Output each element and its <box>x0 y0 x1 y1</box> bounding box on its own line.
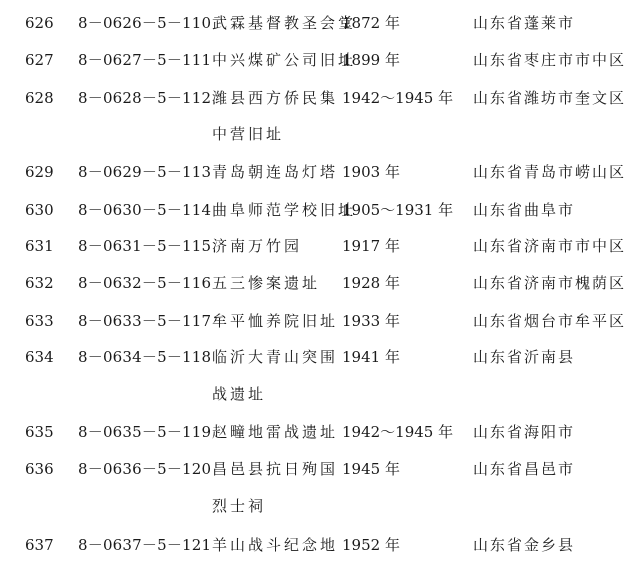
table-row <box>0 530 640 560</box>
site-location: 山东省济南市槐荫区 <box>473 274 627 292</box>
row-number: 626 <box>25 14 54 32</box>
site-name: 济南万竹园 <box>212 237 303 255</box>
row-number: 634 <box>25 348 54 366</box>
table-row <box>0 8 640 38</box>
site-name: 临沂大青山突围 <box>212 348 339 366</box>
table-row-continuation <box>0 119 640 149</box>
site-location: 山东省海阳市 <box>473 423 576 441</box>
site-name-continued: 战遗址 <box>212 385 267 403</box>
site-code: 8－0634－5－118 <box>78 348 212 366</box>
site-code: 8－0632－5－116 <box>78 274 212 292</box>
site-code: 8－0628－5－112 <box>78 89 212 107</box>
row-number: 628 <box>25 89 54 107</box>
site-year: 1942～1945 年 <box>342 89 454 107</box>
site-name: 武霖基督教圣会堂 <box>212 14 357 32</box>
table-row <box>0 231 640 261</box>
row-number: 635 <box>25 423 54 441</box>
site-name: 羊山战斗纪念地 <box>212 536 339 554</box>
site-year: 1903 年 <box>342 163 400 181</box>
site-name: 牟平恤养院旧址 <box>212 312 339 330</box>
site-location: 山东省金乡县 <box>473 536 576 554</box>
site-name: 曲阜师范学校旧址 <box>212 201 357 219</box>
site-year: 1899 年 <box>342 51 400 69</box>
site-location: 山东省昌邑市 <box>473 460 576 478</box>
table-row <box>0 195 640 225</box>
table-row <box>0 454 640 484</box>
site-name: 赵疃地雷战遗址 <box>212 423 339 441</box>
site-location: 山东省济南市市中区 <box>473 237 627 255</box>
site-name: 潍县西方侨民集 <box>212 89 339 107</box>
site-name: 中兴煤矿公司旧址 <box>212 51 357 69</box>
site-year: 1928 年 <box>342 274 400 292</box>
table-row-continuation <box>0 379 640 409</box>
table-row <box>0 417 640 447</box>
site-code: 8－0627－5－111 <box>78 51 212 69</box>
site-location: 山东省枣庄市市中区 <box>473 51 627 69</box>
site-location: 山东省烟台市牟平区 <box>473 312 627 330</box>
table-row <box>0 83 640 113</box>
site-year: 1952 年 <box>342 536 400 554</box>
table-row <box>0 306 640 336</box>
site-code: 8－0629－5－113 <box>78 163 212 181</box>
row-number: 633 <box>25 312 54 330</box>
site-code: 8－0630－5－114 <box>78 201 212 219</box>
table-row <box>0 268 640 298</box>
site-year: 1905～1931 年 <box>342 201 454 219</box>
site-year: 1941 年 <box>342 348 400 366</box>
site-location: 山东省蓬莱市 <box>473 14 576 32</box>
site-location: 山东省曲阜市 <box>473 201 576 219</box>
site-code: 8－0635－5－119 <box>78 423 212 441</box>
row-number: 632 <box>25 274 54 292</box>
table-row <box>0 342 640 372</box>
site-name: 昌邑县抗日殉国 <box>212 460 339 478</box>
row-number: 631 <box>25 237 54 255</box>
table-row <box>0 45 640 75</box>
site-code: 8－0633－5－117 <box>78 312 212 330</box>
table-row <box>0 157 640 187</box>
site-name: 五三惨案遗址 <box>212 274 321 292</box>
site-year: 1872 年 <box>342 14 400 32</box>
site-code: 8－0626－5－110 <box>78 14 212 32</box>
row-number: 627 <box>25 51 54 69</box>
row-number: 630 <box>25 201 54 219</box>
table-row-continuation <box>0 491 640 521</box>
site-year: 1945 年 <box>342 460 400 478</box>
site-location: 山东省潍坊市奎文区 <box>473 89 627 107</box>
site-year: 1942～1945 年 <box>342 423 454 441</box>
site-year: 1933 年 <box>342 312 400 330</box>
site-year: 1917 年 <box>342 237 400 255</box>
site-location: 山东省青岛市崂山区 <box>473 163 627 181</box>
site-name-continued: 中营旧址 <box>212 125 285 143</box>
site-code: 8－0636－5－120 <box>78 460 212 478</box>
site-name-continued: 烈士祠 <box>212 497 267 515</box>
site-name: 青岛朝连岛灯塔 <box>212 163 339 181</box>
site-location: 山东省沂南县 <box>473 348 576 366</box>
row-number: 636 <box>25 460 54 478</box>
row-number: 629 <box>25 163 54 181</box>
site-code: 8－0637－5－121 <box>78 536 212 554</box>
row-number: 637 <box>25 536 54 554</box>
site-code: 8－0631－5－115 <box>78 237 212 255</box>
